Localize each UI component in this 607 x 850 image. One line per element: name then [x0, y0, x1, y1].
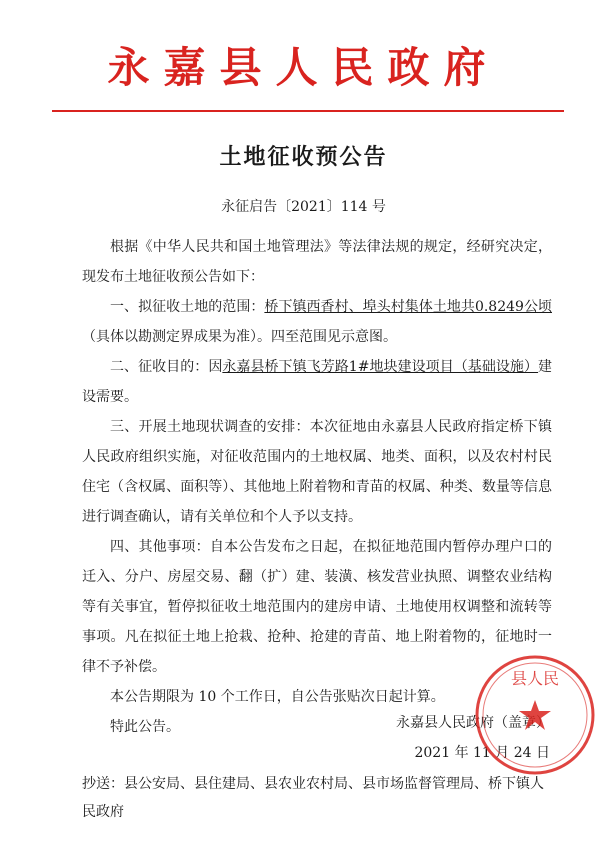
section-2-project: 永嘉县桥下镇飞芳路1#地块建设项目（基础设施）	[222, 359, 539, 375]
cc-label: 抄送：	[82, 776, 124, 792]
seal-text: 县人民	[510, 669, 560, 688]
section-2	[82, 352, 552, 412]
document-title: 土地征收预公告	[219, 145, 388, 170]
issuer-masthead: 永嘉县人民政府	[107, 43, 500, 92]
section-1-prefix: 一、拟征收土地的范围：	[110, 299, 265, 315]
period-paragraph: 本公告期限为 10 个工作日，自公告张贴次日起计算。	[110, 689, 445, 705]
official-seal-icon	[470, 650, 600, 780]
section-4: 四、其他事项：自本公告发布之日起，在拟征地范围内暂停办理户口的迁入、分户、房屋交易、翻（扩）建、装潢、核发营业执照、调整农业结构等有关事宜，暂停拟征收土地范围内的建房申请、土地使用权调整和流转等事项。凡在拟征土地上抢栽、抢种、抢建的青苗、地上附着物的，征地时一律不予补偿。	[82, 539, 552, 675]
section-3: 三、开展土地现状调查的安排：本次征地由永嘉县人民政府指定桥下镇人民政府组织实施，对征收范围内的土地权属、地类、面积，以及农村村民住宅（含权属、面积等）、其他地上附着物和青苗的权属、种类、数量等信息进行调查确认，请有关单位和个人予以支持。	[82, 419, 552, 525]
masthead-rule	[52, 110, 564, 112]
section-1-suffix: （具体以勘测定界成果为准）。四至范围见示意图。	[82, 329, 397, 345]
section-1-range: 桥下镇西香村、埠头村集体土地共0.8249公顷	[264, 299, 552, 315]
section-2-suffix: 建设需要。	[82, 359, 553, 405]
signature: 永嘉县人民政府（盖章）	[396, 715, 550, 731]
intro-paragraph: 根据《中华人民共和国土地管理法》等法律法规的规定，经研究决定，现发布土地征收预公告如下：	[82, 239, 552, 285]
section-2-prefix: 二、征收目的：因	[110, 359, 223, 375]
cc-recipients: 县公安局、县住建局、县农业农村局、县市场监督管理局、桥下镇人民政府	[82, 776, 544, 820]
issue-date: 2021 年 11 月 24 日	[414, 745, 550, 761]
closing-paragraph: 特此公告。	[110, 719, 180, 735]
document-number: 永征启告〔2021〕114 号	[221, 199, 386, 215]
section-1	[82, 292, 552, 352]
